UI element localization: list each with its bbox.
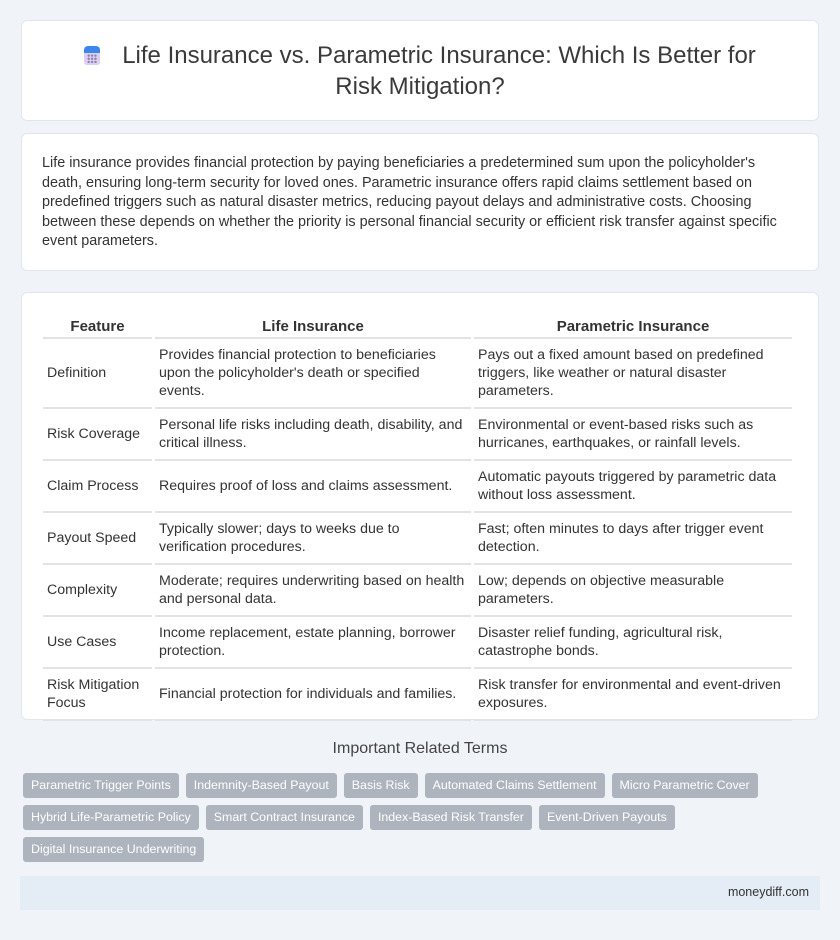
table-row (43, 409, 792, 461)
cell-feature: Definition (43, 339, 152, 409)
related-term-tag[interactable]: Micro Parametric Cover (612, 773, 758, 798)
cell-life: Personal life risks including death, disability, and critical illness. (155, 409, 471, 461)
cell-life: Requires proof of loss and claims assessment. (155, 461, 471, 513)
header-parametric-insurance: Parametric Insurance (474, 315, 792, 339)
comparison-card (21, 292, 819, 720)
cell-life: Typically slower; days to weeks due to verification procedures. (155, 513, 471, 565)
cell-feature: Risk Mitigation Focus (43, 669, 152, 721)
cell-life: Provides financial protection to beneficiaries upon the policyholder's death or specified events. (155, 339, 471, 409)
related-term-tag[interactable]: Smart Contract Insurance (206, 805, 363, 830)
summary-card (21, 133, 819, 271)
cell-parametric: Automatic payouts triggered by parametric data without loss assessment. (474, 461, 792, 513)
table-row (43, 339, 792, 409)
cell-parametric: Pays out a fixed amount based on predefined triggers, like weather or natural disaster parameters. (474, 339, 792, 409)
page-title (22, 40, 818, 102)
related-term-tag[interactable]: Event-Driven Payouts (539, 805, 675, 830)
related-term-tag[interactable]: Automated Claims Settlement (425, 773, 605, 798)
cell-feature: Payout Speed (43, 513, 152, 565)
table-row (43, 513, 792, 565)
related-term-tag[interactable]: Index-Based Risk Transfer (370, 805, 532, 830)
page-title-text: Life Insurance vs. Parametric Insurance: Which Is Better for Risk Mitigation? (122, 41, 756, 100)
cell-life: Income replacement, estate planning, borrower protection. (155, 617, 471, 669)
cell-feature: Claim Process (43, 461, 152, 513)
table-row (43, 617, 792, 669)
summary-text: Life insurance provides financial protection by paying beneficiaries a predetermined sum upon the policyholder's death, ensuring long-term security for loved ones. Parametric insurance offers rapid claims settlement based on predefined triggers such as natural disaster metrics, reducing payout delays and administrative costs. Choosing between these depends on whether the priority is personal financial security or efficient risk transfer against specific event parameters. (42, 155, 777, 250)
footer-site-link[interactable]: moneydiff.com (727, 885, 809, 899)
table-header-row (43, 315, 792, 339)
footer (20, 876, 820, 910)
header-life-insurance: Life Insurance (155, 315, 471, 339)
table-row (43, 669, 792, 721)
calendar-icon (84, 46, 100, 65)
related-term-tag[interactable]: Hybrid Life-Parametric Policy (23, 805, 199, 830)
table-row (43, 565, 792, 617)
cell-parametric: Environmental or event-based risks such as hurricanes, earthquakes, or rainfall levels. (474, 409, 792, 461)
related-terms-list (23, 773, 823, 862)
cell-feature: Complexity (43, 565, 152, 617)
cell-feature: Use Cases (43, 617, 152, 669)
cell-parametric: Fast; often minutes to days after trigger event detection. (474, 513, 792, 565)
related-term-tag[interactable]: Indemnity-Based Payout (186, 773, 337, 798)
cell-parametric: Risk transfer for environmental and event-driven exposures. (474, 669, 792, 721)
header-feature: Feature (43, 315, 152, 339)
related-term-tag[interactable]: Parametric Trigger Points (23, 773, 179, 798)
comparison-table (40, 315, 795, 721)
related-term-tag[interactable]: Basis Risk (344, 773, 418, 798)
cell-life: Financial protection for individuals and families. (155, 669, 471, 721)
cell-life: Moderate; requires underwriting based on health and personal data. (155, 565, 471, 617)
cell-parametric: Disaster relief funding, agricultural risk, catastrophe bonds. (474, 617, 792, 669)
related-term-tag[interactable]: Digital Insurance Underwriting (23, 837, 204, 862)
cell-parametric: Low; depends on objective measurable parameters. (474, 565, 792, 617)
related-terms-heading: Important Related Terms (332, 740, 508, 757)
cell-feature: Risk Coverage (43, 409, 152, 461)
table-row (43, 461, 792, 513)
title-card (21, 20, 819, 121)
